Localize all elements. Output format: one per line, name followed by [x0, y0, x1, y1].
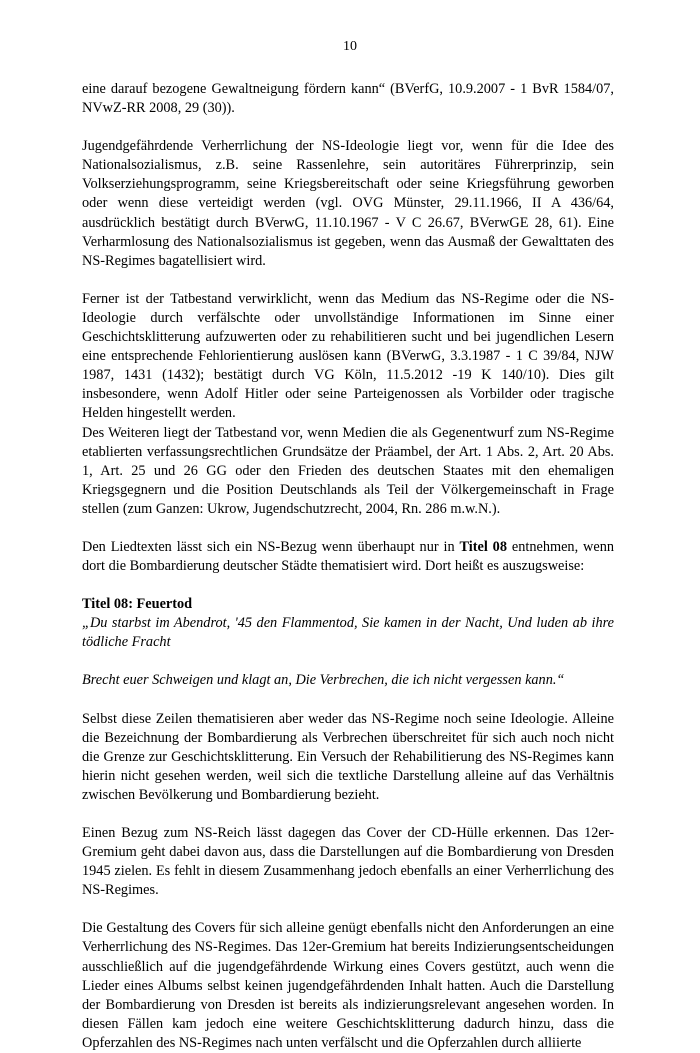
song-heading: Titel 08: Feuertod [82, 596, 193, 613]
paragraph-7: Einen Bezug zum NS-Reich lässt dagegen das Cover der CD-Hülle erkennen. Das 12er-Gremium geht dabei davon aus, dass die Darstellungen auf die Bombardierung von Dresden 1945 zielen. Es fehlt in diesem Zusammenhang jedoch ebenfalls an einer Verherrlichung des NS-Regimes. [82, 825, 614, 899]
paragraph-5-text-before: Den Liedtexten lässt sich ein NS-Bezug wenn überhaupt nur in [82, 538, 460, 555]
page-number: 10 [343, 39, 357, 54]
paragraph-1: eine darauf bezogene Gewaltneigung fördern kann“ (BVerfG, 10.9.2007 - 1 BvR 1584/07, NVwZ-RR 2008, 29 (30)). [82, 81, 614, 117]
paragraph-3: Ferner ist der Tatbestand verwirklicht, wenn das Medium das NS-Regime oder die NS-Ideologie durch verfälschte oder unvollständige Informationen im Sinne einer Geschichtsklitterung aufzuwerten oder zu rehabilitieren sucht und bei jugendlichen Lesern eine entsprechende Fehlorientierung auslösen kann (BVerwG, 3.3.1987 - 1 C 39/84, NJW 1987, 1431 (1432); bestätigt durch VG Köln, 11.5.2012 -19 K 140/10). Dies gilt insbesondere, wenn Adolf Hitler oder seine Parteigenossen als Vorbilder oder tragische Helden hingestellt werden. [82, 290, 614, 422]
song-quote-1: „Du starbst im Abendrot, '45 den Flammentod, Sie kamen in der Nacht, Und luden ab ihre tödliche Fracht [82, 615, 614, 651]
document-body [82, 80, 614, 1053]
paragraph-8: Die Gestaltung des Covers für sich alleine genügt ebenfalls nicht den Anforderungen an eine Verherrlichung des NS-Regimes. Das 12er-Gremium hat bereits Indizierungsentscheidungen ausschließlich auf die jugendgefährdende Wirkung eines Covers gestützt, auch wenn die Lieder eines Albums selbst keinen jugendgefährdenden Inhalt hatten. Auch die Darstellung der Bombardierung von Dresden ist bereits als indizierungsrelevant angesehen worden. In diesen Fällen kam jedoch eine weitere Geschichtsklitterung dadurch hinzu, dass die Opferzahlen des NS-Regimes nach unten verfälscht und die Opferzahlen durch alliierte [82, 920, 614, 1051]
paragraph-2: Jugendgefährdende Verherrlichung der NS-Ideologie liegt vor, wenn für die Idee des Nationalsozialismus, z.B. seine Rassenlehre, sein autoritäres Führerprinzip, sein Volkserziehungsprogramm, seine Kriegsbereitschaft oder seine Kriegsführung geworben oder wenn diese verteidigt werden (vgl. OVG Münster, 29.11.1966, II A 436/64, ausdrücklich bestätigt durch BVerwG, 11.10.1967 - V C 26.67, BVerwGE 28, 61). Eine Verharmlosung des Nationalsozialismus ist gegeben, wenn das Ausmaß der Gewalttaten des NS-Regimes bagatellisiert wird. [82, 138, 614, 269]
paragraph-5-text-after: entnehmen, wenn dort die Bombardierung deutscher Städte thematisiert wird. Dort heißt es auszugsweise: [82, 538, 614, 575]
paragraph-4: Des Weiteren liegt der Tatbestand vor, wenn Medien die als Gegenentwurf zum NS-Regime etablierten verfassungsrechtlichen Grundsätze der Präambel, der Art. 1 Abs. 2, Art. 20 Abs. 1, Art. 25 und 26 GG oder den Frieden des deutschen Staates mit den ehemaligen Kriegsgegnern und die Position Deutschlands als Teil der Völkergemeinschaft in Frage stellen (zum Ganzen: Ukrow, Jugendschutzrecht, 2004, Rn. 286 m.w.N.). [82, 424, 614, 517]
paragraph-6: Selbst diese Zeilen thematisieren aber weder das NS-Regime noch seine Ideologie. Alleine die Bezeichnung der Bombardierung als Verbrechen überschreitet für sich auch noch nicht die Grenze zur Geschichtsklitterung. Ein Versuch der Rehabilitierung des NS-Regimes kann hierin nicht gesehen werden, weil sich die textliche Darstellung alleine auf das Verhältnis zwischen Bevölkerung und Bombardierung bezieht. [82, 710, 614, 803]
song-quote-2: Brecht euer Schweigen und klagt an, Die Verbrechen, die ich nicht vergessen kann.“ [82, 672, 565, 689]
paragraph-5 [82, 538, 614, 576]
paragraph-5-bold: Titel 08 [459, 538, 507, 555]
